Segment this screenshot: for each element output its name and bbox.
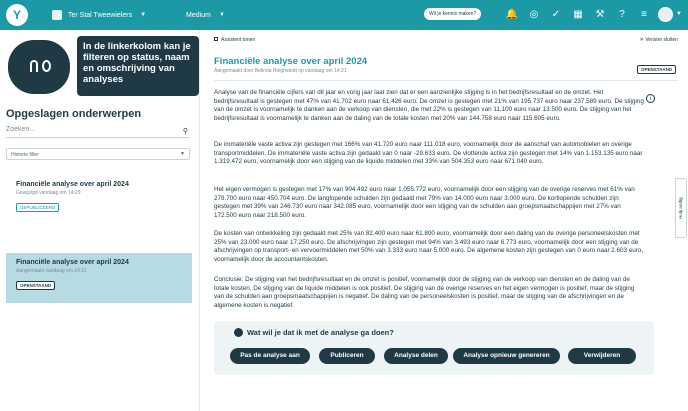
company-name: Ter Stal Tweewielers (68, 11, 133, 19)
compass-icon[interactable]: ◎ (529, 9, 539, 20)
item-title: Financiële analyse over april 2024 (16, 259, 129, 266)
chevron-down-icon: ▼ (218, 12, 225, 18)
item-subtitle: Aangemaakt vandaag om 14:21 (16, 268, 87, 274)
promo-banner (8, 36, 194, 96)
share-analysis-button[interactable]: Analyse delen (384, 348, 448, 364)
search-icon[interactable]: ⚲ (182, 128, 188, 135)
search-placeholder: Zoeken... (6, 126, 36, 133)
page-subtitle: Aangemaakt door Belinda Rieghstedt op vandaag om 14:21 (214, 68, 347, 74)
promo-text: In de linkerkolom kan je filteren op status, naam en omschrijving van analyses (77, 36, 199, 96)
divider (214, 80, 678, 81)
app-logo[interactable]: Y (6, 4, 28, 26)
menu-icon[interactable]: ≡ (641, 9, 647, 20)
analysis-paragraph: Het eigen vermogen is gestegen met 17% van 904.492 euro naar 1.055.772 euro, voornamelijk door een stijging van de overige reserves met 61% van 279.700 euro naar 450.704 euro. De langlopende schulden zijn gedaald met 79% van 14.000 euro naar 3.000 euro. De kortlopende schulden zijn gestegen met 39% van 246.730 euro naar 342.085 euro, voornamelijk door een stijging van de schulden aan groepsmaatschappijen met 27% van 172.500 euro naar 218.500 euro. (214, 186, 635, 219)
filter-placeholder: Historie filter (11, 152, 39, 158)
assistant-icon (234, 328, 243, 337)
sidebar (0, 30, 200, 411)
building-icon (52, 10, 62, 20)
page-title: Financiële analyse over april 2024 (214, 56, 368, 67)
bell-icon[interactable]: 🔔 (505, 9, 519, 20)
action-title-text: Wat wil je dat ik met de analyse ga doen? (247, 328, 394, 337)
avatar[interactable] (658, 7, 673, 22)
assistant-toggle-label[interactable]: Assistent tonen (221, 37, 256, 43)
question-icon[interactable]: ? (619, 9, 625, 20)
assistant-checkbox[interactable] (214, 37, 218, 41)
publish-button[interactable]: Publiceren (319, 348, 375, 364)
status-badge: OPENSTAAND (637, 65, 676, 74)
get-acquainted-button[interactable]: Wil je kennis maken? (424, 8, 481, 20)
wrench-icon[interactable]: ⚒ (595, 9, 605, 20)
close-window-button[interactable]: ✕ Venster sluiten (639, 37, 678, 43)
analysis-paragraph: De kosten van ontwikkeling zijn gedaald met 25% van 82.400 euro naar 61.800 euro, voornamelijk door een daling van de overige personeelskosten met 25% van 23.000 euro naar 17.250 euro. De afschrijvingen zijn gestegen met 94% van 3.493 euro naar 6.773 euro, voornamelijk door een stijging van de afschrijvingen op transport- en vervoermiddelen met 50% van 3.333 euro naar 5.000 euro. De algemene kosten zijn gestegen van 0 euro naar 2.603 euro, voornamelijk door de accountantskosten. (214, 230, 644, 263)
analysis-paragraph: Analyse van de financiële cijfers van dit jaar en vorig jaar laat zien dat er een aanzienlijke stijging is in het bedrijfsresultaat en de omzet. Het bedrijfsresultaat is gestegen met 47% van 41.702 euro naar 61.426 euro. De omzet is gestegen met 21% van 195.737 euro naar 237.589 euro. De stijging van de omzet is voornamelijk te danken aan de verkoop van diensten, die met 22% is gestegen van 11.100 euro naar 13.500 euro. De stijging van het bedrijfsresultaat is voornamelijk te danken aan de daling van de totale kosten met 20% van 144.758 euro naar 115.605 euro. (214, 89, 644, 122)
action-box (214, 321, 654, 375)
chevron-down-icon: ▼ (140, 12, 147, 18)
action-title (234, 328, 394, 338)
history-filter[interactable] (6, 148, 190, 160)
list-item[interactable] (6, 175, 192, 219)
top-icons (505, 8, 659, 22)
chevron-down-icon: ▼ (180, 151, 185, 157)
search-input[interactable] (6, 126, 190, 138)
grid-icon[interactable]: ▦ (573, 9, 583, 20)
chevron-down-icon[interactable]: ▼ (676, 11, 682, 17)
item-subtitle: Gewijzigd vandaag om 14:29 (16, 190, 81, 196)
status-badge: OPENSTAAND (16, 281, 55, 290)
regenerate-analysis-button[interactable]: Analyse opnieuw genereren (453, 348, 560, 364)
help-tab[interactable]: Hulp nodig (675, 178, 687, 238)
main-panel (200, 30, 688, 411)
check-icon[interactable]: ✓ (551, 9, 561, 20)
list-item-selected[interactable] (6, 253, 192, 303)
info-icon[interactable]: i (646, 94, 655, 103)
assistant-row (214, 37, 678, 47)
analysis-paragraph: De immateriële vaste activa zijn gestegen met 166% van 41.720 euro naar 111.018 euro, voornamelijk door de aanschaf van automobielen en overige transportmiddelen. De immateriële vaste activa zijn gedaald van 0 naar -29.633 euro. De vlottende activa zijn gestegen met 14% van 1.153.135 euro naar 1.319.472 euro, voornamelijk door een stijging van de liquide middelen met 33% van 504.353 euro naar 671.040 euro. (214, 141, 643, 166)
top-bar (0, 0, 688, 30)
assistant-logo-icon (8, 40, 70, 94)
adjust-analysis-button[interactable]: Pas de analyse aan (230, 348, 310, 364)
close-window-label: Venster sluiten (645, 37, 678, 43)
period-label: Medium (186, 11, 211, 19)
sidebar-title: Opgeslagen onderwerpen (6, 108, 142, 120)
company-selector[interactable] (52, 10, 146, 20)
status-badge: GEPUBLICEERD (16, 203, 59, 212)
item-title: Financiële analyse over april 2024 (16, 181, 129, 188)
delete-button[interactable]: Verwijderen (568, 348, 636, 364)
analysis-paragraph: Conclusie: De stijging van het bedrijfsresultaat en de omzet is positief, voornamelijk door de stijging van de verkoop van diensten en de daling van de totale kosten. De stijging van de liquide middelen is ook positief. De stijging van de overige reserves en het eigen vermogen is positief, maar de stijging van de schulden aan groepsmaatschappijen is negatief. De daling van de personeelskosten is positief, maar de stijging van de afschrijvingen en de algemene kosten is negatief. (214, 276, 635, 309)
period-selector[interactable] (186, 12, 225, 19)
